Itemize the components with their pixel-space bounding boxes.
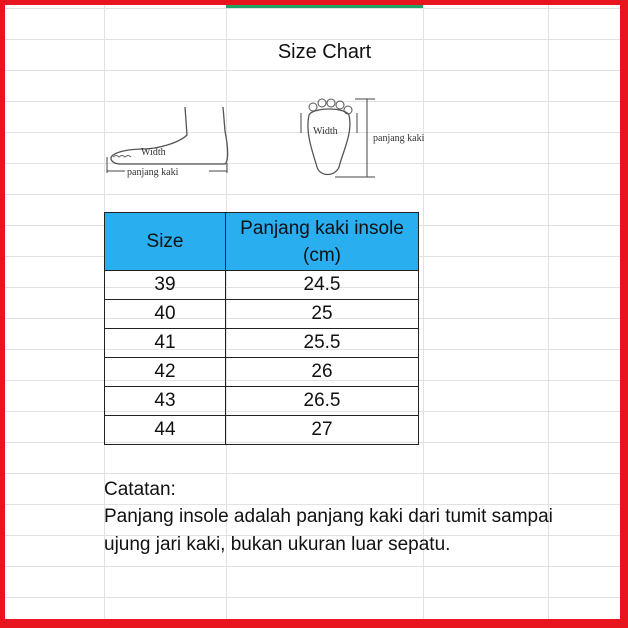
foot-sole-outline <box>308 109 350 175</box>
table-row <box>105 387 419 416</box>
size-cell: 40 <box>105 300 226 329</box>
toe-3 <box>327 99 335 107</box>
table-row <box>105 416 419 445</box>
table-row <box>105 300 419 329</box>
grid-row-line <box>5 70 620 71</box>
size-cell: 39 <box>105 271 226 300</box>
length-cell: 24.5 <box>226 271 419 300</box>
toe-2 <box>318 99 326 107</box>
top-width-label: Width <box>313 126 338 137</box>
length-cell: 26 <box>226 358 419 387</box>
grid-row-line <box>5 473 620 474</box>
top-length-label: panjang kaki <box>373 133 425 144</box>
size-table-header-row <box>105 213 419 271</box>
toe-4 <box>336 101 344 109</box>
size-cell: 43 <box>105 387 226 416</box>
table-row <box>105 329 419 358</box>
side-width-label: Width <box>141 147 166 158</box>
foot-side-diagram <box>105 101 235 185</box>
grid-row-line <box>5 566 620 567</box>
notes-title: Catatan: <box>104 479 176 500</box>
length-cell: 26.5 <box>226 387 419 416</box>
grid-row-line <box>5 194 620 195</box>
toes-shape <box>113 156 131 158</box>
grid-row-line <box>5 8 620 9</box>
size-cell: 44 <box>105 416 226 445</box>
spreadsheet-canvas <box>5 5 620 619</box>
length-cell: 27 <box>226 416 419 445</box>
cell-selection-indicator <box>226 5 423 8</box>
foot-top-diagram <box>295 93 455 179</box>
notes-section <box>104 479 554 559</box>
notes-body: Panjang insole adalah panjang kaki dari tumit sampai ujung jari kaki, bukan ukuran luar sepatu. <box>104 506 553 555</box>
length-cell: 25 <box>226 300 419 329</box>
grid-row-line <box>5 597 620 598</box>
grid-row-line <box>5 39 620 40</box>
side-length-label: panjang kaki <box>127 167 179 178</box>
insole-length-header-cell: Panjang kaki insole (cm) <box>226 213 419 271</box>
size-cell: 42 <box>105 358 226 387</box>
length-cell: 25.5 <box>226 329 419 358</box>
page-title: Size Chart <box>277 41 372 63</box>
toe-1 <box>309 103 317 111</box>
size-header-cell: Size <box>105 213 226 271</box>
size-table <box>104 212 419 445</box>
table-row <box>105 271 419 300</box>
table-row <box>105 358 419 387</box>
size-cell: 41 <box>105 329 226 358</box>
